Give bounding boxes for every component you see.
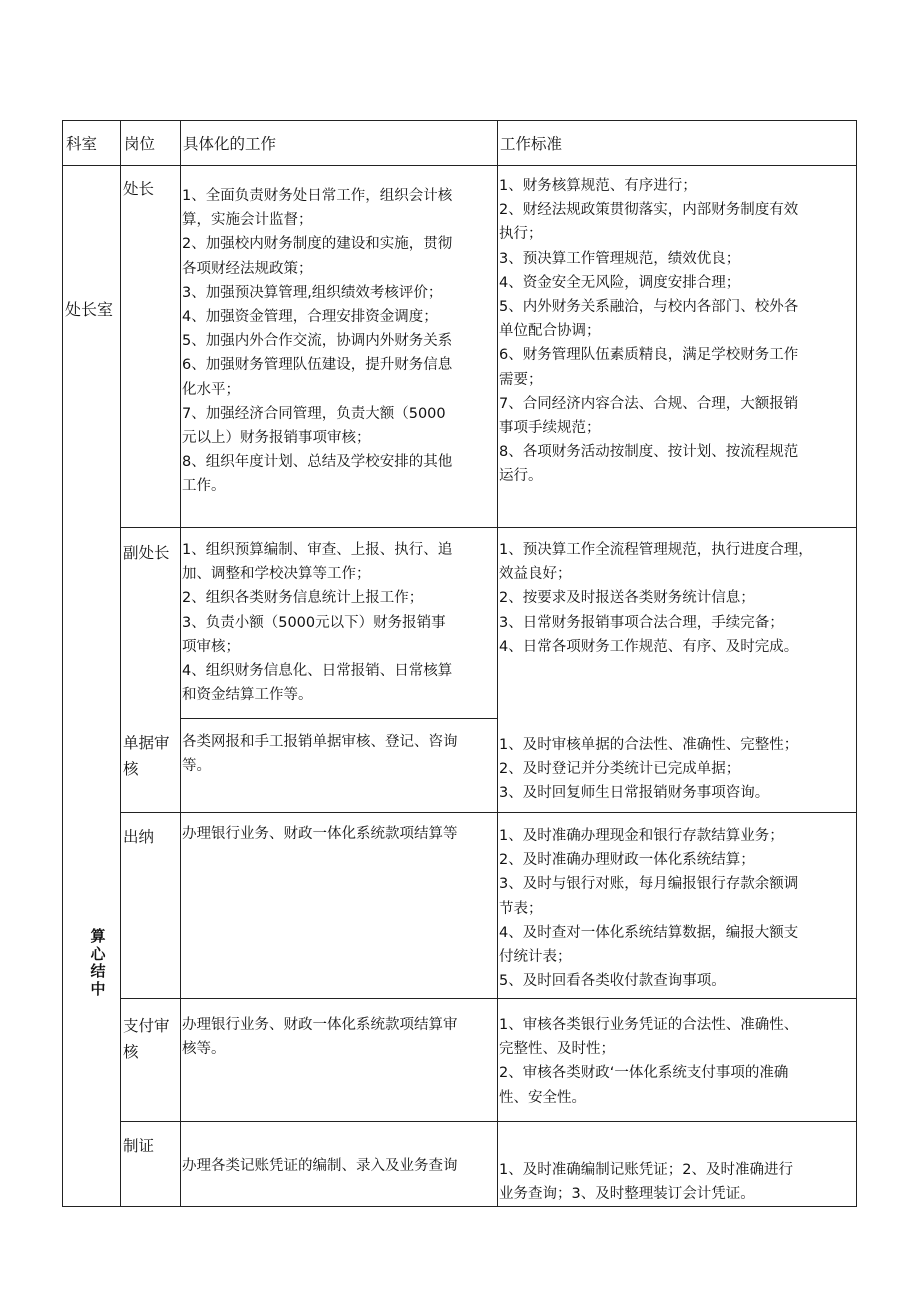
standards-director: 1、财务核算规范、有序进行； 2、财经法规政策贯彻落实，内部财务制度有效 执行； 3、预决算工作管理规范，绩效优良； 4、资金安全无风险，调度安排合理； 5、内外财务关系融洽，与校内各部门、校外各 单位配合协调； 6、财务管理队伍素质精良，满足学校财务工作 需要； 7、合同经济内容合法、合规、合理，大额报销 事项手续规范； 8、各项财务活动按制度、按计划、按流程规范 运行。 (499, 178, 799, 485)
standards-deputy-director: 1、预决算工作全流程管理规范，执行进度合理， 效益良好； 2、按要求及时报送各类财务统计信息； 3、日常财务报销事项合法合理，手续完备； 4、日常各项财务工作规范、有序、及时完成。 (499, 542, 813, 655)
department-center: 算心结中 (90, 927, 106, 998)
post-payment-review: 支付审 核 (123, 1017, 170, 1061)
standards-payment-review: 1、审核各类银行业务凭证的合法性、准确性、 完整性、及时性； 2、审核各类财政‘一体化系统支付事项的准确 性、安全性。 (499, 1017, 799, 1106)
duties-voucher-review: 各类网报和手工报销单据审核、登记、咨询 等。 (182, 734, 458, 775)
duties-voucher-prep: 办理各类记账凭证的编制、录入及业务查询 (182, 1158, 458, 1174)
row-divider-5 (120, 1121, 857, 1122)
standards-voucher-prep: 1、及时准确编制记账凭证；2、及时准确进行 业务查询；3、及时整理装订会计凭证。 (499, 1162, 793, 1203)
duties-cashier: 办理银行业务、财政一体化系统款项结算等 (182, 826, 458, 842)
row-divider-4 (120, 998, 857, 999)
post-voucher-review: 单据审 核 (123, 734, 170, 778)
header-duties: 具体化的工作 (183, 135, 277, 153)
post-director: 处长 (123, 180, 155, 198)
row-divider-3 (120, 812, 857, 813)
post-cashier: 出纳 (123, 828, 155, 846)
header-standards: 工作标准 (500, 135, 563, 153)
duties-deputy-director: 1、组织预算编制、审查、上报、执行、追 加、调整和学校决算等工作； 2、组织各类财务信息统计上报工作； 3、负责小额（5000元以下）财务报销事 项审核； 4、组织财务信息化、日常报销、日常核算 和资金结算工作等。 (182, 542, 453, 704)
grid-line-v1 (120, 120, 121, 1207)
duties-director: 1、全面负责财务处日常工作，组织会计核 算，实施会计监督； 2、加强校内财务制度的建设和实施，贯彻 各项财经法规政策； 3、加强预决算管理,组织绩效考核评价； 4、加强资金管理，合理安排资金调度； 5、加强内外合作交流，协调内外财务关系 6、加强财务管理队伍建设，提升财务信息 化水平； 7、加强经济合同管理，负责大额（5000 元以上）财务报销事项审核； 8、组织年度计划、总结及学校安排的其他 工作。 (182, 188, 453, 495)
header-post: 岗位 (124, 135, 156, 153)
standards-cashier: 1、及时准确办理现金和银行存款结算业务； 2、及时准确办理财政一体化系统结算； 3、及时与银行对账，每月编报银行存款余额调 节表； 4、及时查对一体化系统结算数据，编报大额支 付统计表； 5、及时回看各类收付款查询事项。 (499, 828, 799, 990)
post-deputy-director: 副处长 (123, 544, 170, 562)
department-office: 处长室 (65, 300, 114, 319)
row-divider-1 (120, 527, 857, 528)
row-divider-2 (180, 718, 497, 719)
duties-payment-review: 办理银行业务、财政一体化系统款项结算审 核等。 (182, 1017, 458, 1058)
header-department: 科室 (66, 135, 98, 153)
standards-voucher-review: 1、及时审核单据的合法性、准确性、完整性； 2、及时登记并分类统计已完成单据； 3、及时回复师生日常报销财务事项咨询。 (499, 737, 799, 802)
header-divider (62, 165, 857, 166)
post-voucher-prep: 制证 (123, 1137, 155, 1155)
